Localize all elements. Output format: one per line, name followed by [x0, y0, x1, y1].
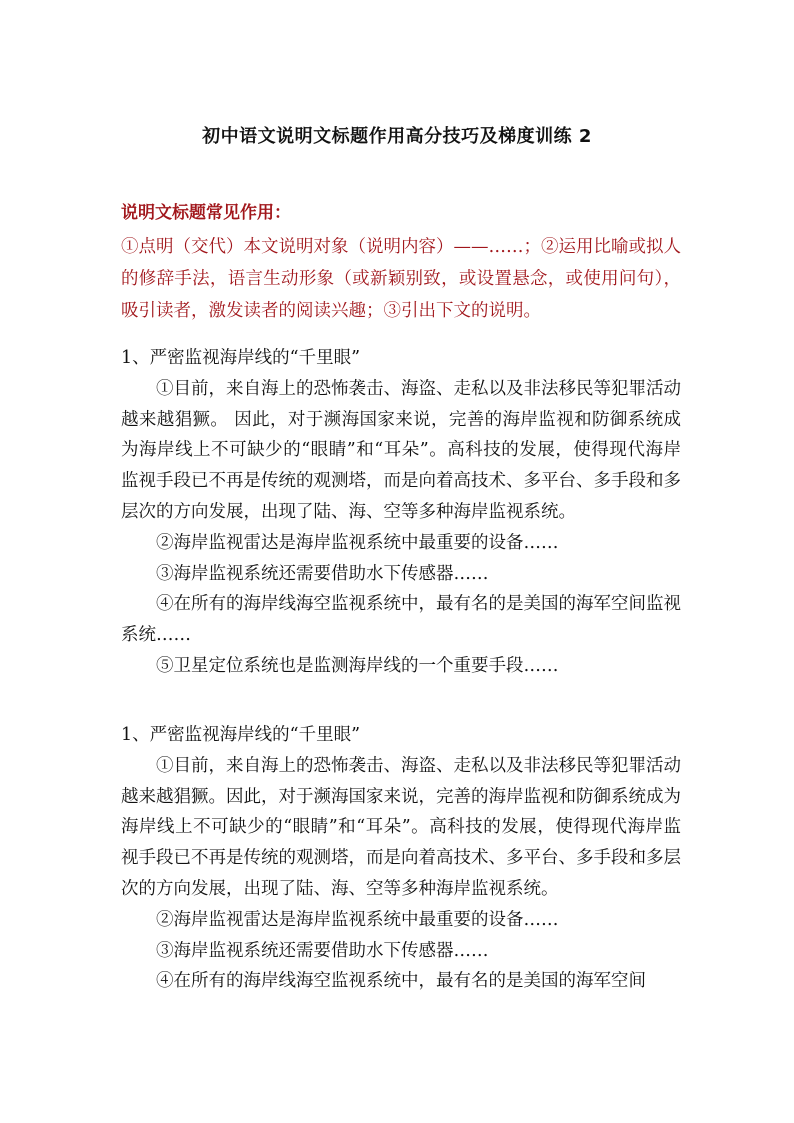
section-2-item-3: ③海岸监视系统还需要借助水下传感器……: [156, 940, 489, 961]
intro-text: ①点明（交代）本文说明对象（说明内容）——……；②运用比喻或拟人的修辞手法，语言生动形象（或新颖别致，或设置悬念，或使用问句），吸引读者，激发读者的阅读兴趣；③引出下文的说明。: [121, 237, 681, 321]
section-2-item-2: ②海岸监视雷达是海岸监视系统中最重要的设备……: [156, 909, 559, 930]
section-1-item-3: ③海岸监视系统还需要借助水下传感器……: [156, 563, 489, 584]
section-1-item-4: ④在所有的海岸线海空监视系统中，最有名的是美国的海军空间监视系统……: [121, 594, 681, 646]
section-2-heading: 1、严密监视海岸线的“千里眼”: [121, 725, 361, 745]
section-1-paragraph: ①目前，来自海上的恐怖袭击、海盗、走私以及非法移民等犯罪活动越来越猖獗。 因此，对于濒海国家来说，完善的海岸监视和防御系统成为海岸线上不可缺少的“眼睛”和“耳朵”。高科技的发展，使得现代海岸监视手段已不再是传统的观测塔，而是向着高技术、多平台、多手段和多层次的方向发展，出现了陆、海、空等多种海岸监视系统。: [121, 378, 681, 522]
section-1-item-2: ②海岸监视雷达是海岸监视系统中最重要的设备……: [156, 532, 559, 553]
section-1-heading: 1、严密监视海岸线的“千里眼”: [121, 348, 361, 368]
document-title: 初中语文说明文标题作用高分技巧及梯度训练 2: [202, 126, 592, 147]
section-2: [121, 720, 681, 997]
section-1: [121, 343, 681, 682]
intro-heading: 说明文标题常见作用：: [121, 203, 291, 223]
section-2-item-4: ④在所有的海岸线海空监视系统中，最有名的是美国的海军空间: [156, 971, 646, 992]
intro-block: [121, 199, 681, 327]
section-1-item-5: ⑤卫星定位系统也是监测海岸线的一个重要手段……: [156, 655, 559, 676]
section-2-paragraph: ①目前，来自海上的恐怖袭击、海盗、走私以及非法移民等犯罪活动越来越猖獗。因此，对于濒海国家来说，完善的海岸监视和防御系统成为海岸线上不可缺少的“眼睛”和“耳朵”。高科技的发展，使得现代海岸监视手段已不再是传统的观测塔，而是向着高技术、多平台、多手段和多层次的方向发展，出现了陆、海、空等多种海岸监视系统。: [121, 755, 681, 899]
